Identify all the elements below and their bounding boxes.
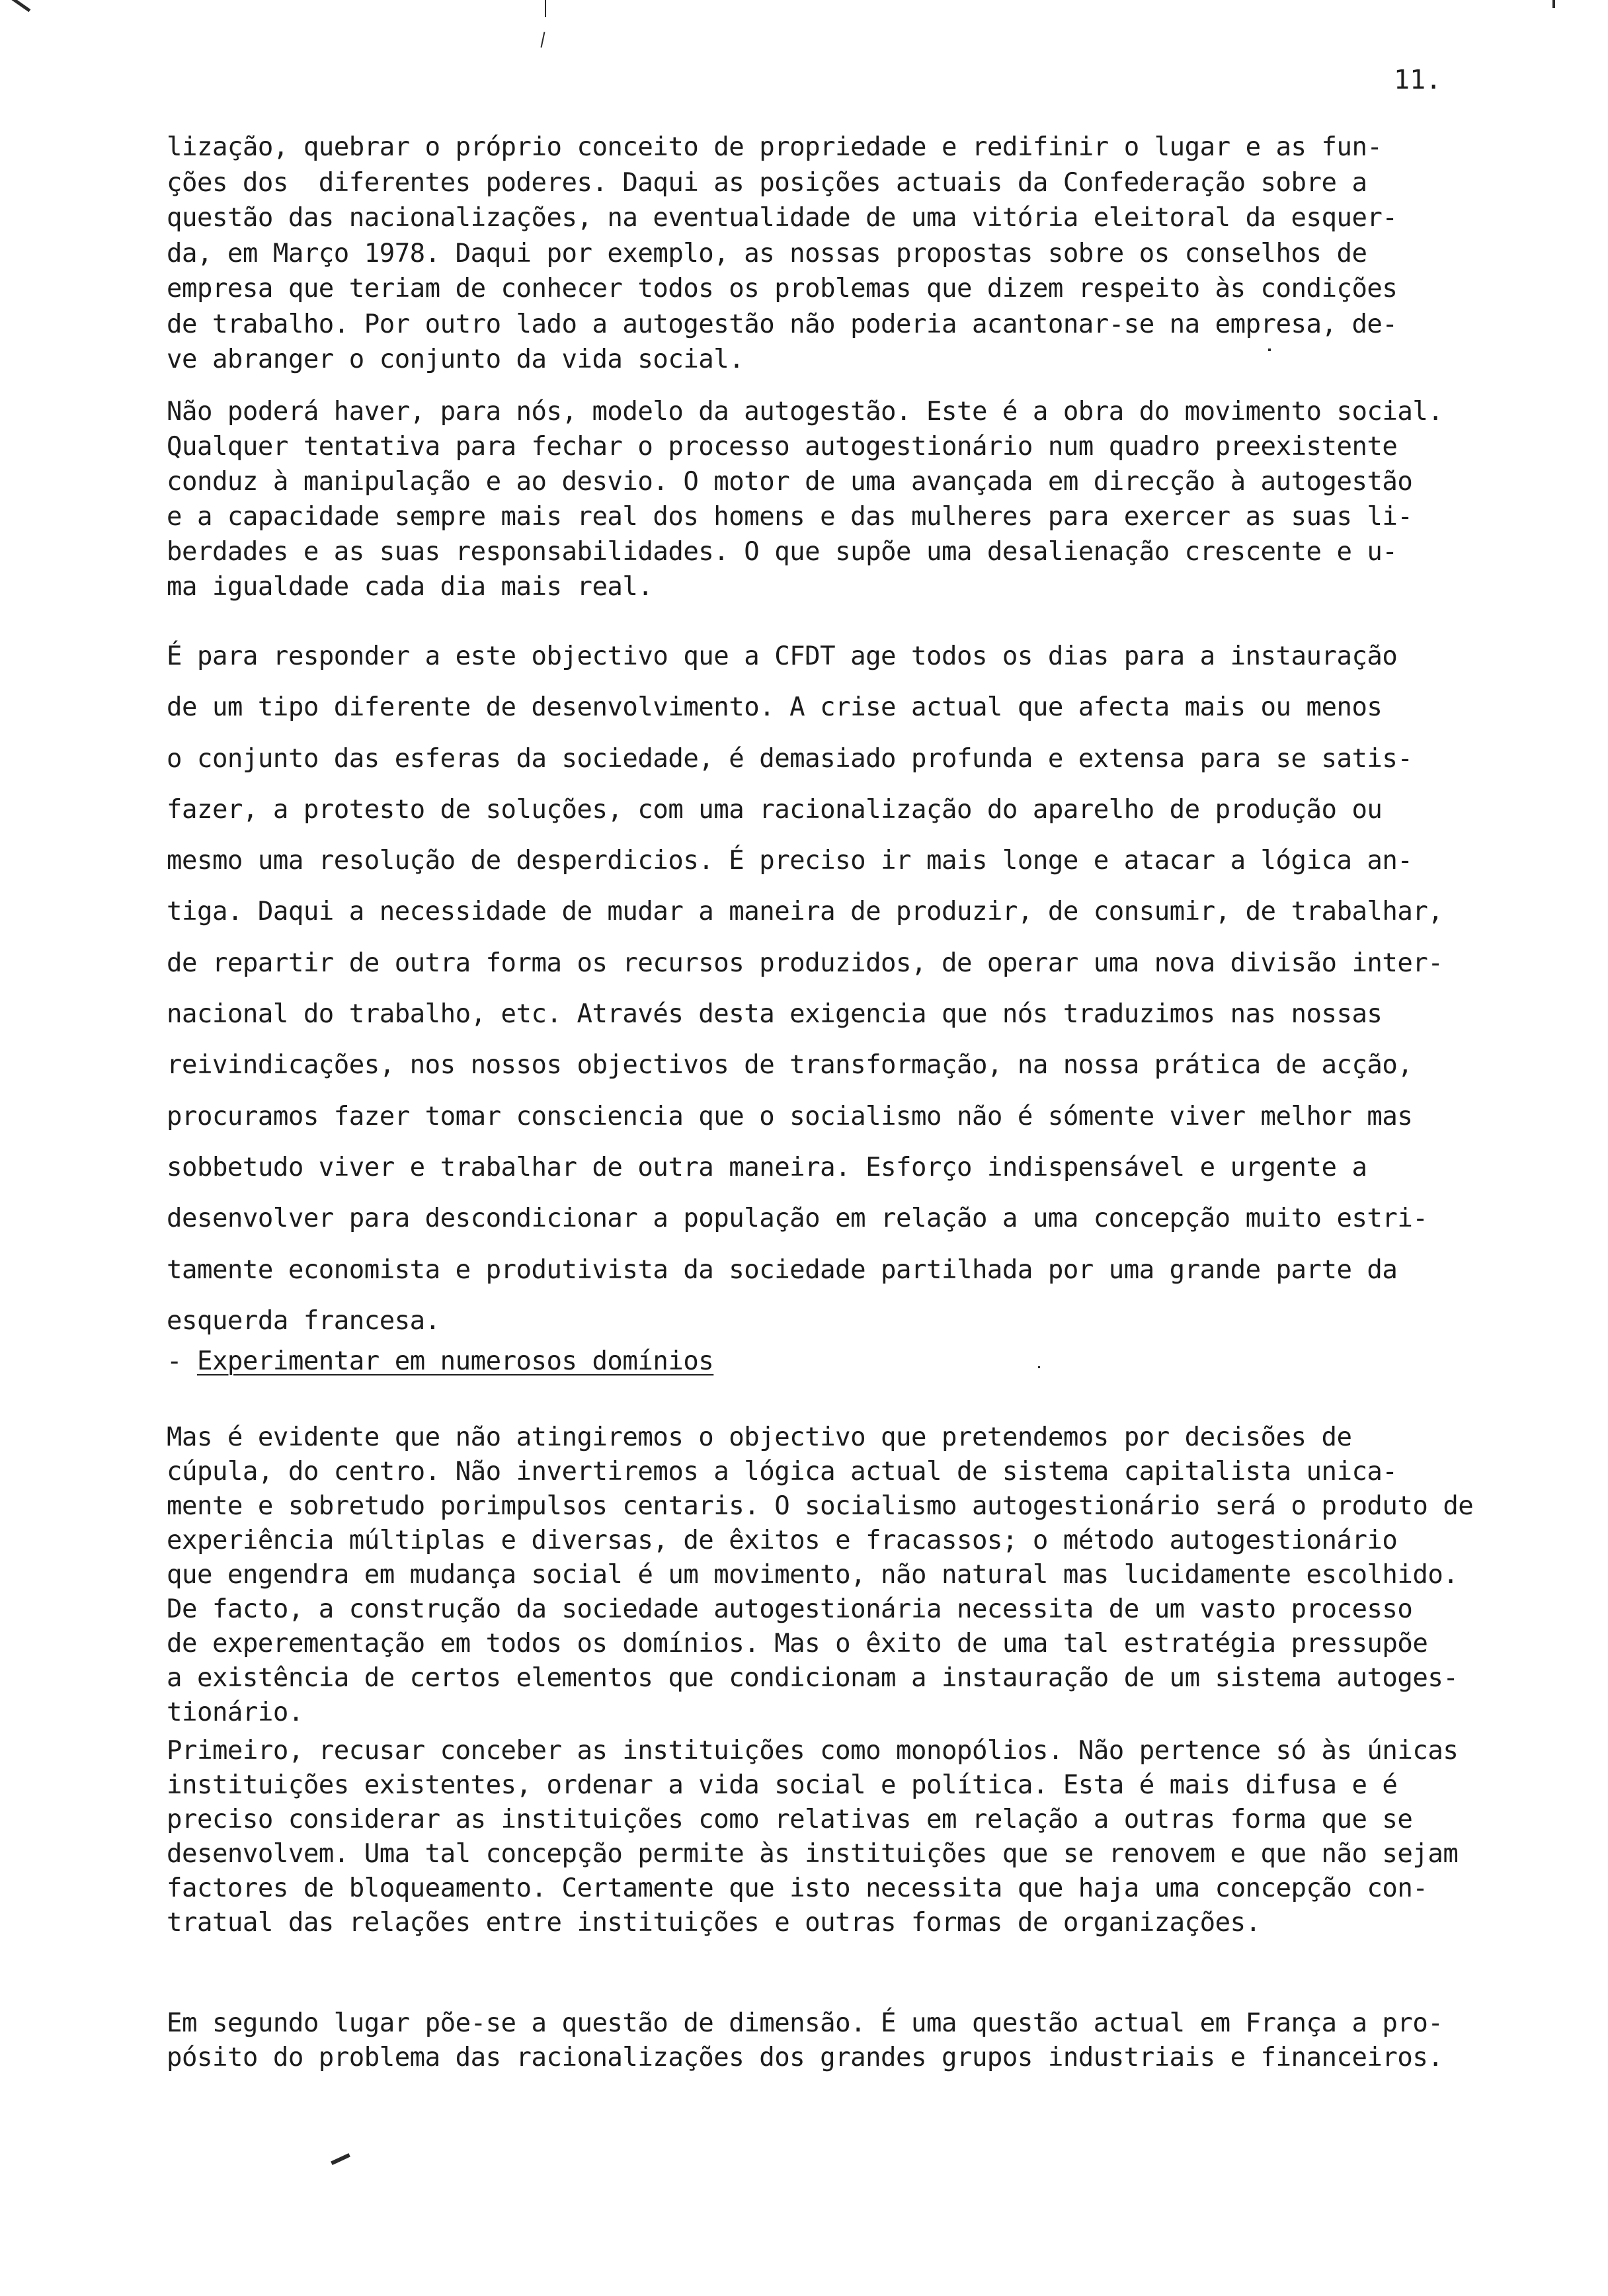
scan-mark-top-right — [1552, 0, 1555, 8]
text-line: cúpula, do centro. Não invertiremos a lógica actual de sistema capitalista unica- — [167, 1457, 1398, 1487]
text-line: a existência de certos elementos que condicionam a instauração de um sistema autoges- — [167, 1663, 1459, 1693]
text-line: de trabalho. Por outro lado a autogestão não poderia acantonar-se na empresa, de- — [167, 309, 1398, 339]
text-line: ções dos diferentes poderes. Daqui as posições actuais da Confederação sobre a — [167, 167, 1367, 198]
text-line: sobbetudo viver e trabalhar de outra maneira. Esforço indispensável e urgente a — [167, 1152, 1367, 1182]
text-line: Qualquer tentativa para fechar o processo autogestionário num quadro preexistente — [167, 432, 1398, 462]
text-line: preciso considerar as instituições como relativas em relação a outras forma que se — [167, 1805, 1413, 1834]
text-line: pósito do problema das racionalizações dos grandes grupos industriais e financeiros. — [167, 2043, 1443, 2072]
paragraph-6 — [167, 2006, 1443, 2075]
text-line: Mas é evidente que não atingiremos o objectivo que pretendemos por decisões de — [167, 1422, 1352, 1452]
text-line: Não poderá haver, para nós, modelo da autogestão. Este é a obra do movimento social. — [167, 397, 1443, 427]
scan-mark-top-left — [11, 0, 31, 12]
text-line: factores de bloqueamento. Certamente que isto necessita que haja uma concepção con- — [167, 1873, 1428, 1903]
text-line: de um tipo diferente de desenvolvimento. A crise actual que afecta mais ou menos — [167, 692, 1383, 723]
text-line: empresa que teriam de conhecer todos os problemas que dizem respeito às condições — [167, 274, 1398, 304]
text-line: experiência múltiplas e diversas, de êxitos e fracassos; o método autogestionário — [167, 1526, 1398, 1555]
paragraph-2 — [167, 394, 1443, 604]
text-line: nacional do trabalho, etc. Através desta exigencia que nós traduzimos nas nossas — [167, 999, 1383, 1030]
text-line: instituições existentes, ordenar a vida social e política. Esta é mais difusa e é — [167, 1770, 1398, 1800]
paragraph-1 — [167, 130, 1397, 378]
text-line: desenvolvem. Uma tal concepção permite às instituições que se renovem e que não sejam — [167, 1839, 1459, 1869]
section-heading-prefix: - — [167, 1346, 197, 1376]
scan-mark-top-center — [545, 0, 546, 17]
text-line: procuramos fazer tomar consciencia que o socialismo não é sómente viver melhor mas — [167, 1101, 1413, 1131]
ink-mark-bottom — [331, 2153, 350, 2165]
text-line: mesmo uma resolução de desperdicios. É preciso ir mais longe e atacar a lógica an- — [167, 846, 1413, 876]
text-line: o conjunto das esferas da sociedade, é demasiado profunda e extensa para se satis- — [167, 743, 1413, 774]
text-line: que engendra em mudança social é um movimento, não natural mas lucidamente escolhido. — [167, 1560, 1459, 1590]
text-line: de repartir de outra forma os recursos produzidos, de operar uma nova divisão inter- — [167, 948, 1443, 978]
text-line: desenvolver para descondicionar a população em relação a uma concepção muito estri- — [167, 1204, 1428, 1234]
text-line: ma igualdade cada dia mais real. — [167, 572, 653, 602]
page-number: 11. — [1394, 65, 1442, 95]
ink-speck-2 — [1038, 1366, 1040, 1368]
text-line: berdades e as suas responsabilidades. O que supõe uma desalienação crescente e u- — [167, 537, 1398, 567]
text-line: reivindicações, nos nossos objectivos de transformação, na nossa prática de acção, — [167, 1050, 1413, 1081]
text-line: De facto, a construção da sociedade autogestionária necessita de um vasto processo — [167, 1594, 1413, 1624]
text-line: conduz à manipulação e ao desvio. O motor de uma avançada em direcção à autogestão — [167, 467, 1413, 497]
text-line: Em segundo lugar põe-se a questão de dimensão. É uma questão actual em França a pro- — [167, 2008, 1443, 2038]
text-line: É para responder a este objectivo que a CFDT age todos os dias para a instauração — [167, 641, 1398, 671]
text-line: Primeiro, recusar conceber as instituições como monopólios. Não pertence só às únicas — [167, 1736, 1459, 1766]
text-line: tratual das relações entre instituições e outras formas de organizações. — [167, 1908, 1261, 1938]
text-line: fazer, a protesto de soluções, com uma racionalização do aparelho de produção ou — [167, 794, 1383, 825]
text-line: e a capacidade sempre mais real dos homens e das mulheres para exercer as suas li- — [167, 502, 1413, 532]
scan-mark-top-center-2 — [541, 32, 545, 48]
paragraph-5 — [167, 1734, 1458, 1940]
text-line: esquerda francesa. — [167, 1305, 440, 1336]
text-line: da, em Março 1978. Daqui por exemplo, as nossas propostas sobre os conselhos de — [167, 238, 1367, 268]
text-line: lização, quebrar o próprio conceito de propriedade e redifinir o lugar e as fun- — [167, 132, 1383, 162]
text-line: mente e sobretudo porimpulsos centaris. O socialismo autogestionário será o produto de — [167, 1491, 1474, 1521]
paragraph-4 — [167, 1420, 1473, 1730]
paragraph-3 — [167, 631, 1443, 1346]
text-line: ve abranger o conjunto da vida social. — [167, 345, 744, 374]
text-line: tamente economista e produtivista da sociedade partilhada por uma grande parte da — [167, 1254, 1398, 1285]
text-line: tionário. — [167, 1698, 303, 1727]
text-line: tiga. Daqui a necessidade de mudar a maneira de produzir, de consumir, de trabalhar, — [167, 897, 1443, 927]
text-line: questão das nacionalizações, na eventualidade de uma vitória eleitoral da esquer- — [167, 203, 1398, 233]
text-line: de experementação em todos os domínios. Mas o êxito de uma tal estratégia pressupõe — [167, 1629, 1428, 1659]
section-heading-text: Experimentar em numerosos domínios — [196, 1346, 714, 1376]
section-heading — [167, 1346, 713, 1376]
